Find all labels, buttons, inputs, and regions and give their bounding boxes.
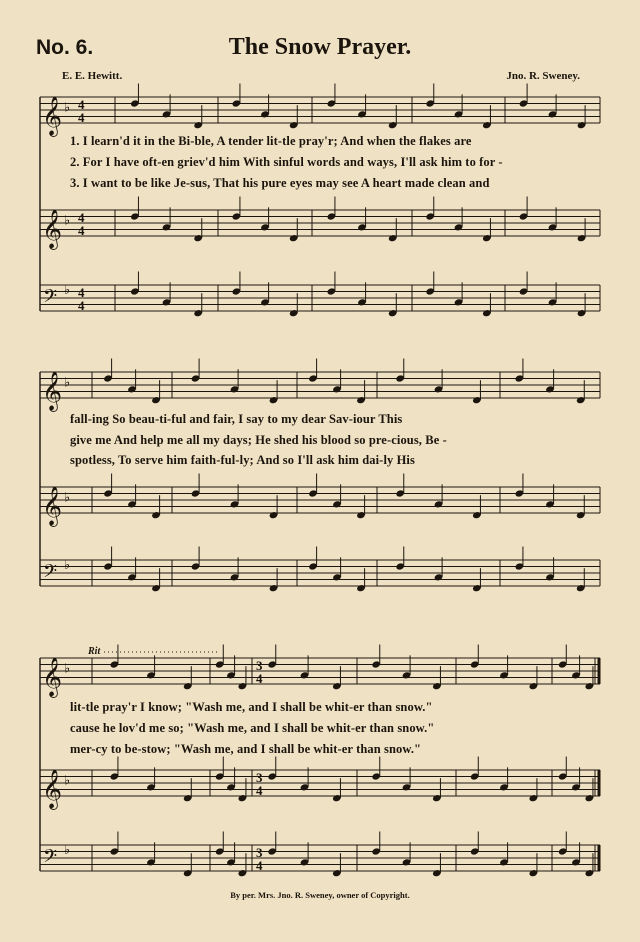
time-sig-top: 4 [78,210,85,225]
verse-2-line-3: cause he lov'd me so; "Wash me, and I shall be whit-er than snow." [70,721,435,735]
verse-1-line-3: lit-tle pray'r I know; "Wash me, and I shall be whit-er than snow." [70,700,433,714]
key-flat-icon: ♭ [64,660,71,676]
key-flat-icon: ♭ [64,489,71,505]
lyricist-credit: E. E. Hewitt. [62,70,123,82]
rit-marking: Rit [88,646,101,657]
key-flat-icon: ♭ [64,374,71,390]
treble-clef-icon: 𝄞 [42,659,63,696]
time-sig-bottom: 4 [256,671,263,686]
verse-1-line-2: fall-ing So beau-ti-ful and fair, I say to my dear Sav-iour This [70,412,403,426]
key-flat-icon: ♭ [64,772,71,788]
treble-clef-icon: 𝄞 [42,211,63,248]
treble-clef-icon: 𝄞 [42,98,63,135]
bass-clef-icon: 𝄢 [43,845,58,871]
time-sig-bottom: 4 [78,223,85,238]
bass-clef-icon: 𝄢 [43,285,58,311]
time-sig-bottom: 4 [256,858,263,873]
composer-credit: Jno. R. Sweney. [506,70,580,82]
verse-3-line-2: spotless, To serve him faith-ful-ly; And so I'll ask him dai-ly His [70,453,415,467]
verse-3-line-3: mer-cy to be-stow; "Wash me, and I shall be whit-er than snow." [70,742,422,756]
hymn-number: No. 6. [36,36,94,59]
verse-3-line-1: 3. I want to be like Je-sus, That his pure eyes may see A heart made clean and [70,176,490,190]
time-sig-bottom: 4 [256,783,263,798]
time-sig-top: 3 [256,770,263,785]
verse-2-line-1: 2. For I have oft-en griev'd him With sinful words and ways, I'll ask him to for - [70,155,503,169]
key-flat-icon: ♭ [64,212,71,228]
key-flat-icon: ♭ [64,557,71,573]
treble-clef-icon: 𝄞 [42,771,63,808]
key-flat-icon: ♭ [64,99,71,115]
copyright-notice: By per. Mrs. Jno. R. Sweney, owner of Copyright. [230,890,410,900]
treble-clef-icon: 𝄞 [42,373,63,410]
verse-1-line-1: 1. I learn'd it in the Bi-ble, A tender lit-tle pray'r; And when the flakes are [70,134,472,148]
time-sig-top: 4 [78,97,85,112]
time-sig-top: 3 [256,658,263,673]
time-sig-top: 4 [78,285,85,300]
time-sig-bottom: 4 [78,110,85,125]
hymn-title: The Snow Prayer. [228,34,412,60]
key-flat-icon: ♭ [64,282,71,298]
key-flat-icon: ♭ [64,842,71,858]
treble-clef-icon: 𝄞 [42,488,63,525]
time-sig-bottom: 4 [78,298,85,313]
bass-clef-icon: 𝄢 [43,560,58,586]
time-sig-top: 3 [256,845,263,860]
verse-2-line-2: give me And help me all my days; He shed his blood so pre-cious, Be - [70,433,447,447]
